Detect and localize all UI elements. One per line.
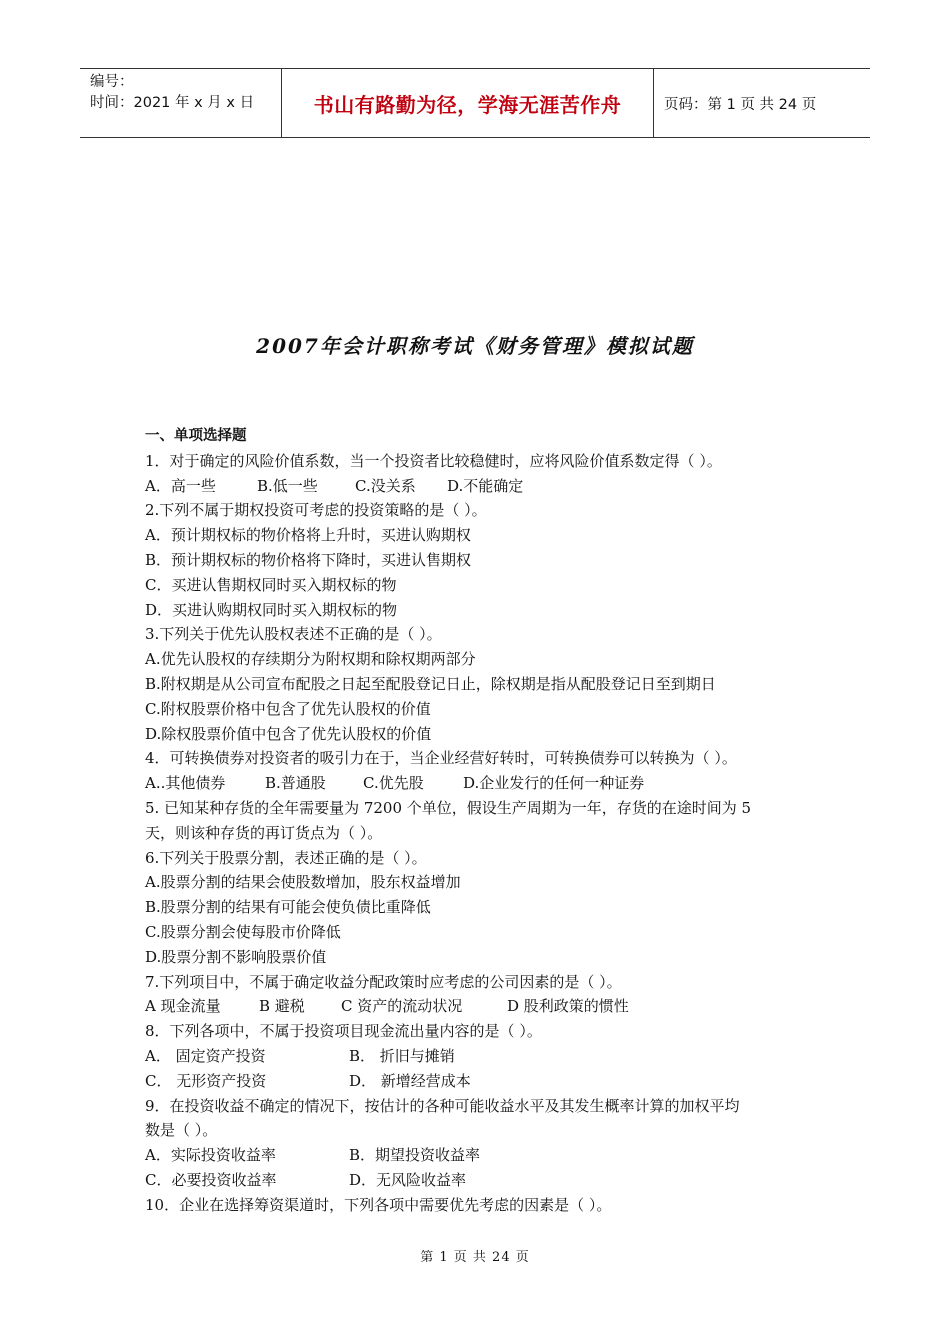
option-c: C．必要投资收益率	[145, 1170, 277, 1189]
option-d: D 股利政策的惯性	[507, 997, 629, 1016]
question-9-options-ab	[145, 1143, 825, 1168]
page-footer: 第 1 页 共 24 页	[420, 1250, 530, 1265]
question-7: 7.下列项目中，不属于确定收益分配政策时应考虑的公司因素的是（ ）。	[145, 972, 622, 991]
option-b: B．预计期权标的物价格将下降时，买进认售期权	[145, 550, 472, 569]
option-d: D.不能确定	[447, 476, 524, 495]
question-1-options	[145, 474, 825, 499]
option-d: D.除权股票价值中包含了优先认股权的价值	[145, 724, 432, 743]
time-label: 时间：2021 年 x 月 x 日	[90, 95, 255, 111]
question-8-options-cd	[145, 1069, 825, 1094]
question-2: 2.下列不属于期权投资可考虑的投资策略的是（ ）。	[145, 501, 487, 520]
option-d: D.股票分割不影响股票价值	[145, 947, 327, 966]
option-c: C.股票分割会使每股市价降低	[145, 922, 341, 941]
question-6: 6.下列关于股票分割，表述正确的是（ ）。	[145, 848, 427, 867]
question-1: 1．对于确定的风险价值系数，当一个投资者比较稳健时，应将风险价值系数定得（ ）。	[145, 451, 722, 470]
question-5-continued: 天，则该种存货的再订货点为（ ）。	[145, 823, 383, 842]
option-c: C．买进认售期权同时买入期权标的物	[145, 575, 397, 594]
question-8-options-ab	[145, 1044, 825, 1069]
option-c: C.附权股票价格中包含了优先认股权的价值	[145, 699, 431, 718]
question-4-options	[145, 771, 825, 796]
option-c: C.优先股	[363, 774, 424, 793]
option-b: B.附权期是从公司宣布配股之日起至配股登记日止，除权期是指从配股登记日至到期日	[145, 674, 716, 693]
header-meta	[80, 69, 282, 137]
option-a: A 现金流量	[145, 997, 221, 1016]
question-8: 8．下列各项中，不属于投资项目现金流出量内容的是（ ）。	[145, 1022, 542, 1041]
option-d: D． 新增经营成本	[349, 1071, 471, 1090]
option-a: A．预计期权标的物价格将上升时，买进认购期权	[145, 526, 471, 545]
section-title: 一、单项选择题	[145, 428, 247, 444]
option-b: B． 折旧与摊销	[349, 1046, 455, 1065]
option-a: A.优先认股权的存续期分为附权期和除权期两部分	[145, 650, 476, 669]
option-b: B.股票分割的结果有可能会使负债比重降低	[145, 898, 431, 917]
option-b: B.普通股	[265, 774, 326, 793]
document-title: 2007年会计职称考试《财务管理》模拟试题	[256, 334, 694, 358]
option-b: B．期望投资收益率	[349, 1146, 481, 1165]
option-a: A． 固定资产投资	[145, 1046, 266, 1065]
question-7-options	[145, 994, 825, 1019]
option-d: D．买进认购期权同时买入期权标的物	[145, 600, 398, 619]
question-9-options-cd	[145, 1168, 825, 1193]
header-page-code: 页码：第 1 页 共 24 页	[664, 96, 817, 113]
option-c: C.没关系	[355, 476, 416, 495]
question-4: 4．可转换债券对投资者的吸引力在于，当企业经营好转时，可转换债券可以转换为（ ）。	[145, 749, 737, 768]
question-list	[145, 424, 825, 1218]
page-header	[80, 68, 870, 138]
option-a: A．实际投资收益率	[145, 1146, 276, 1165]
option-d: D．无风险收益率	[349, 1170, 467, 1189]
option-a: A..其他债券	[145, 774, 226, 793]
option-a: A．高一些	[145, 476, 216, 495]
option-b: B.低一些	[257, 476, 318, 495]
question-5: 5. 已知某种存货的全年需要量为 7200 个单位，假设生产周期为一年，存货的在途时间为 5	[145, 798, 752, 817]
header-motto: 书山有路勤为径，学海无涯苦作舟	[282, 69, 654, 137]
option-d: D.企业发行的任何一种证券	[463, 774, 645, 793]
question-9-continued: 数是（ ）。	[145, 1121, 218, 1140]
option-c: C． 无形资产投资	[145, 1071, 267, 1090]
question-3: 3.下列关于优先认股权表述不正确的是（ ）。	[145, 625, 442, 644]
question-9: 9．在投资收益不确定的情况下，按估计的各种可能收益水平及其发生概率计算的加权平均	[145, 1096, 740, 1115]
option-c: C 资产的流动状况	[341, 997, 463, 1016]
question-10: 10．企业在选择筹资渠道时，下列各项中需要优先考虑的因素是（ ）。	[145, 1195, 612, 1214]
option-b: B 避税	[259, 997, 305, 1016]
number-label: 编号：	[90, 74, 134, 90]
option-a: A.股票分割的结果会使股数增加，股东权益增加	[145, 873, 461, 892]
